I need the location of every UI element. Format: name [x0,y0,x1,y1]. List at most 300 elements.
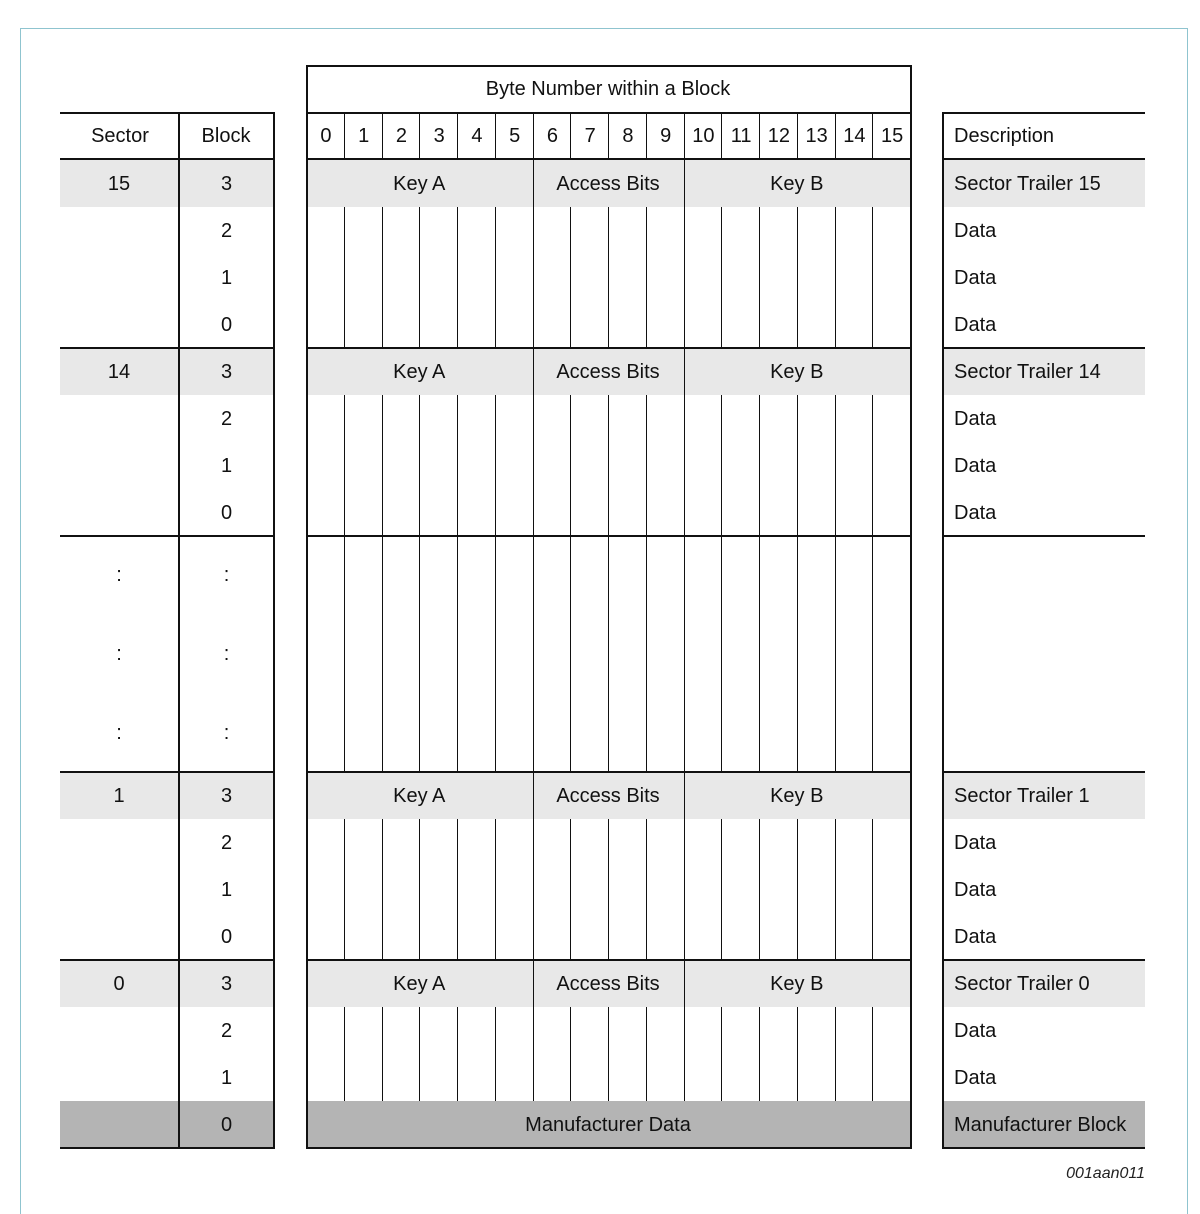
byte-col-divider [495,866,496,913]
sector-group-rule [60,347,275,349]
row-description: Manufacturer Block [954,1113,1127,1136]
byte-col-divider [608,489,609,536]
byte-col-divider [759,819,760,866]
byte-col-divider [835,254,836,301]
byte-col-divider [419,1054,420,1101]
byte-col-divider [646,395,647,442]
byte-col-divider [344,254,345,301]
byte-col-divider [533,395,534,442]
byte-col-divider [721,395,722,442]
key-b-label: Key B [770,784,824,807]
byte-col-divider [533,913,534,960]
block-number: 2 [220,1019,233,1042]
bytes-header-bottom-rule [306,158,912,160]
byte-col-divider [457,301,458,348]
sector-number: : [116,564,122,587]
byte-col-divider [570,1054,571,1101]
byte-col-divider [608,615,609,694]
byte-col-divider [608,1007,609,1054]
bytes-group-rule [306,347,912,349]
byte-number-14: 14 [843,125,866,147]
sector-column-header: Sector [91,125,149,147]
byte-col-divider [835,536,836,615]
byte-col-divider [495,819,496,866]
key-a-label: Key A [393,172,446,195]
row-description: Data [954,1066,997,1089]
byte-col-divider [721,615,722,694]
trailer-row-shade [60,160,273,207]
byte-col-divider [721,254,722,301]
byte-col-header-divider [759,112,760,160]
byte-col-divider [570,254,571,301]
byte-col-divider [872,536,873,615]
byte-col-divider [872,819,873,866]
byte-col-divider [457,489,458,536]
byte-col-divider [570,442,571,489]
byte-col-divider [382,207,383,254]
byte-col-divider [835,442,836,489]
byte-number-5: 5 [509,125,521,147]
byte-col-divider [797,1007,798,1054]
byte-col-divider [457,1054,458,1101]
manufacturer-data-label: Manufacturer Data [525,1114,691,1136]
byte-col-divider [419,819,420,866]
byte-col-divider [495,395,496,442]
byte-col-divider [533,866,534,913]
key-b-label: Key B [770,360,824,383]
byte-col-divider [646,207,647,254]
row-description: Data [954,454,997,477]
sector-number: 1 [113,784,125,807]
bytes-header-top-rule [306,65,912,67]
byte-col-divider [533,772,534,819]
sector-number: 0 [113,972,125,995]
byte-col-divider [721,442,722,489]
row-description: Sector Trailer 15 [954,172,1101,195]
block-number: 3 [220,360,233,383]
row-description: Data [954,1019,997,1042]
bytes-left-edge [306,65,308,1149]
sector-block-divider [178,112,180,1149]
byte-col-divider [646,254,647,301]
byte-number-3: 3 [433,125,445,147]
byte-col-divider [382,395,383,442]
byte-col-divider [646,913,647,960]
key-a-label: Key A [393,784,446,807]
block-number: 0 [220,1113,233,1136]
byte-col-header-divider [533,112,534,160]
byte-col-divider [684,301,685,348]
byte-col-header-divider [872,112,873,160]
row-description: Data [954,407,997,430]
byte-col-divider [533,536,534,615]
byte-col-divider [570,1007,571,1054]
byte-col-divider [759,301,760,348]
byte-number-6: 6 [546,125,558,147]
sector-number: 15 [107,172,131,195]
byte-col-divider [721,301,722,348]
byte-col-divider [608,536,609,615]
byte-col-header-divider [382,112,383,160]
byte-col-divider [533,615,534,694]
byte-col-divider [684,866,685,913]
byte-col-divider [759,913,760,960]
byte-col-divider [759,207,760,254]
byte-col-divider [570,301,571,348]
byte-col-header-divider [684,112,685,160]
byte-col-divider [684,489,685,536]
block-column-header: Block [201,125,251,147]
access-bits-label: Access Bits [556,972,660,995]
byte-col-divider [835,395,836,442]
sector-number: 14 [107,360,131,383]
byte-col-divider [759,1054,760,1101]
byte-col-header-divider [797,112,798,160]
access-bits-label: Access Bits [556,172,660,195]
key-a-label: Key A [393,972,446,995]
byte-col-divider [797,395,798,442]
byte-col-divider [457,395,458,442]
byte-col-divider [759,442,760,489]
trailer-row-shade [60,960,273,1007]
byte-col-divider [759,395,760,442]
desc-group-rule [942,347,1145,349]
block-number: 0 [220,925,233,948]
byte-col-divider [759,1007,760,1054]
byte-col-divider [382,254,383,301]
byte-col-divider [495,442,496,489]
byte-col-divider [382,536,383,615]
byte-col-divider [759,536,760,615]
block-number: : [223,721,230,744]
block-number: 1 [220,1066,233,1089]
byte-col-divider [684,348,685,395]
byte-number-11: 11 [730,125,752,147]
byte-col-divider [457,207,458,254]
byte-col-divider [570,536,571,615]
byte-col-divider [797,693,798,772]
byte-col-divider [872,1007,873,1054]
byte-col-divider [835,301,836,348]
byte-col-divider [533,489,534,536]
byte-col-divider [646,1054,647,1101]
byte-number-13: 13 [805,125,828,147]
byte-col-divider [835,913,836,960]
byte-col-divider [344,301,345,348]
byte-col-divider [759,489,760,536]
byte-col-divider [797,536,798,615]
byte-col-divider [608,254,609,301]
byte-col-divider [835,489,836,536]
desc-group-rule [942,959,1145,961]
sector-number: : [116,721,122,744]
byte-col-divider [797,819,798,866]
byte-col-divider [495,489,496,536]
byte-col-divider [457,615,458,694]
byte-col-divider [344,536,345,615]
row-description: Sector Trailer 14 [954,360,1101,383]
byte-col-divider [721,693,722,772]
byte-number-4: 4 [471,125,483,147]
byte-number-2: 2 [395,125,407,147]
byte-col-divider [570,615,571,694]
block-number: 0 [220,313,233,336]
byte-col-divider [457,693,458,772]
byte-col-divider [872,207,873,254]
byte-col-divider [797,1054,798,1101]
byte-col-divider [646,442,647,489]
byte-col-divider [344,819,345,866]
byte-col-divider [570,207,571,254]
sector-number: : [116,643,122,665]
byte-col-divider [684,772,685,819]
byte-col-divider [457,866,458,913]
byte-col-divider [835,207,836,254]
byte-col-divider [684,960,685,1007]
byte-col-divider [533,254,534,301]
byte-col-divider [495,536,496,615]
byte-col-divider [382,489,383,536]
byte-col-divider [495,693,496,772]
byte-col-divider [608,301,609,348]
byte-col-divider [646,866,647,913]
byte-col-header-divider [608,112,609,160]
byte-col-divider [684,615,685,694]
block-number: 1 [220,878,233,901]
row-description: Data [954,831,997,854]
byte-number-header: Byte Number within a Block [485,78,731,100]
access-bits-label: Access Bits [556,360,660,383]
byte-col-divider [533,819,534,866]
block-number: 0 [220,501,233,524]
block-number: 2 [220,219,233,242]
byte-col-divider [872,1054,873,1101]
byte-col-divider [797,913,798,960]
desc-header-top-rule [942,112,1145,114]
byte-col-divider [684,442,685,489]
block-number: : [223,643,230,665]
byte-col-divider [419,1007,420,1054]
byte-col-divider [684,913,685,960]
byte-col-divider [533,1007,534,1054]
byte-col-divider [684,536,685,615]
byte-col-divider [646,301,647,348]
row-description: Data [954,878,997,901]
byte-col-divider [797,301,798,348]
byte-col-header-divider [835,112,836,160]
byte-col-divider [684,160,685,207]
byte-col-divider [419,536,420,615]
byte-col-header-divider [344,112,345,160]
byte-col-divider [797,254,798,301]
byte-col-divider [721,489,722,536]
access-bits-label: Access Bits [556,784,660,807]
byte-col-divider [344,615,345,694]
byte-col-divider [721,866,722,913]
sector-group-rule [60,535,275,537]
key-a-label: Key A [393,360,446,383]
byte-col-divider [495,254,496,301]
byte-col-divider [608,395,609,442]
byte-col-divider [646,536,647,615]
sector-group-rule [60,1147,275,1149]
byte-col-divider [419,207,420,254]
byte-col-divider [797,866,798,913]
byte-col-divider [608,442,609,489]
byte-col-divider [646,693,647,772]
byte-col-divider [721,913,722,960]
byte-col-divider [382,819,383,866]
byte-col-divider [382,301,383,348]
byte-col-divider [344,442,345,489]
byte-col-divider [872,489,873,536]
byte-col-divider [344,489,345,536]
byte-col-divider [570,489,571,536]
bytes-right-edge [910,65,912,1149]
block-right-edge [273,112,275,1149]
row-description: Data [954,313,997,336]
byte-col-divider [419,442,420,489]
trailer-row-shade [60,772,273,819]
byte-col-divider [457,913,458,960]
byte-col-divider [344,395,345,442]
byte-col-divider [797,615,798,694]
byte-col-divider [344,1007,345,1054]
byte-col-divider [570,395,571,442]
byte-col-divider [533,693,534,772]
byte-col-divider [872,615,873,694]
byte-col-divider [533,442,534,489]
byte-number-12: 12 [767,125,790,147]
row-description: Data [954,925,997,948]
block-number: 2 [220,831,233,854]
row-description: Data [954,266,997,289]
trailer-row-shade [60,348,273,395]
byte-col-divider [684,693,685,772]
byte-col-divider [835,866,836,913]
byte-col-divider [457,819,458,866]
byte-col-divider [608,819,609,866]
byte-col-divider [533,960,534,1007]
byte-col-divider [495,301,496,348]
byte-col-divider [419,301,420,348]
byte-col-divider [419,489,420,536]
key-b-label: Key B [770,972,824,995]
byte-col-divider [419,913,420,960]
byte-col-divider [382,693,383,772]
bytes-group-rule [306,771,912,773]
left-header-top-rule [60,112,275,114]
byte-col-header-divider [495,112,496,160]
byte-col-divider [457,442,458,489]
byte-col-divider [759,254,760,301]
byte-number-8: 8 [622,125,634,147]
byte-col-divider [382,442,383,489]
byte-number-1: 1 [358,125,370,147]
byte-number-10: 10 [692,125,715,147]
manufacturer-row-shade [60,1101,273,1148]
byte-number-9: 9 [660,125,672,147]
byte-col-divider [646,1007,647,1054]
byte-col-header-divider [646,112,647,160]
byte-col-divider [797,489,798,536]
bytes-group-rule [306,959,912,961]
byte-col-divider [533,301,534,348]
byte-col-divider [344,693,345,772]
byte-col-divider [419,395,420,442]
byte-col-divider [797,442,798,489]
byte-col-divider [872,913,873,960]
byte-number-7: 7 [584,125,596,147]
byte-col-divider [835,693,836,772]
byte-col-divider [721,1007,722,1054]
byte-col-divider [608,207,609,254]
byte-col-divider [684,1007,685,1054]
bytes-group-rule [306,535,912,537]
figure-reference: 001aan011 [1066,1165,1145,1182]
key-b-label: Key B [770,172,824,195]
block-number: : [223,564,230,587]
byte-col-header-divider [721,112,722,160]
byte-col-divider [684,1054,685,1101]
byte-col-divider [759,693,760,772]
byte-col-divider [608,866,609,913]
block-number: 1 [220,266,233,289]
byte-col-divider [835,819,836,866]
desc-group-rule [942,771,1145,773]
byte-col-divider [872,395,873,442]
byte-col-divider [570,819,571,866]
row-description: Data [954,219,997,242]
byte-col-divider [646,615,647,694]
byte-col-divider [533,348,534,395]
byte-col-divider [872,301,873,348]
byte-col-divider [570,866,571,913]
byte-col-divider [797,207,798,254]
byte-col-divider [344,1054,345,1101]
byte-col-divider [721,536,722,615]
byte-col-divider [419,866,420,913]
byte-col-divider [759,866,760,913]
block-number: 3 [220,172,233,195]
row-description: Data [954,501,997,524]
block-number: 1 [220,454,233,477]
byte-col-divider [344,207,345,254]
byte-col-divider [382,866,383,913]
bytes-group-rule [306,1147,912,1149]
byte-col-divider [570,913,571,960]
byte-col-divider [721,207,722,254]
byte-col-divider [684,819,685,866]
byte-col-divider [570,693,571,772]
desc-header-bottom-rule [942,158,1145,160]
byte-number-0: 0 [320,125,332,147]
byte-col-divider [382,615,383,694]
byte-col-header-divider [419,112,420,160]
byte-col-divider [419,693,420,772]
byte-col-divider [457,1007,458,1054]
byte-col-divider [495,207,496,254]
byte-col-divider [872,693,873,772]
byte-col-divider [835,1007,836,1054]
block-number: 2 [220,407,233,430]
byte-col-header-divider [457,112,458,160]
block-number: 3 [220,784,233,807]
byte-col-divider [835,1054,836,1101]
byte-col-divider [495,1007,496,1054]
byte-col-divider [382,1054,383,1101]
byte-number-15: 15 [881,125,904,147]
